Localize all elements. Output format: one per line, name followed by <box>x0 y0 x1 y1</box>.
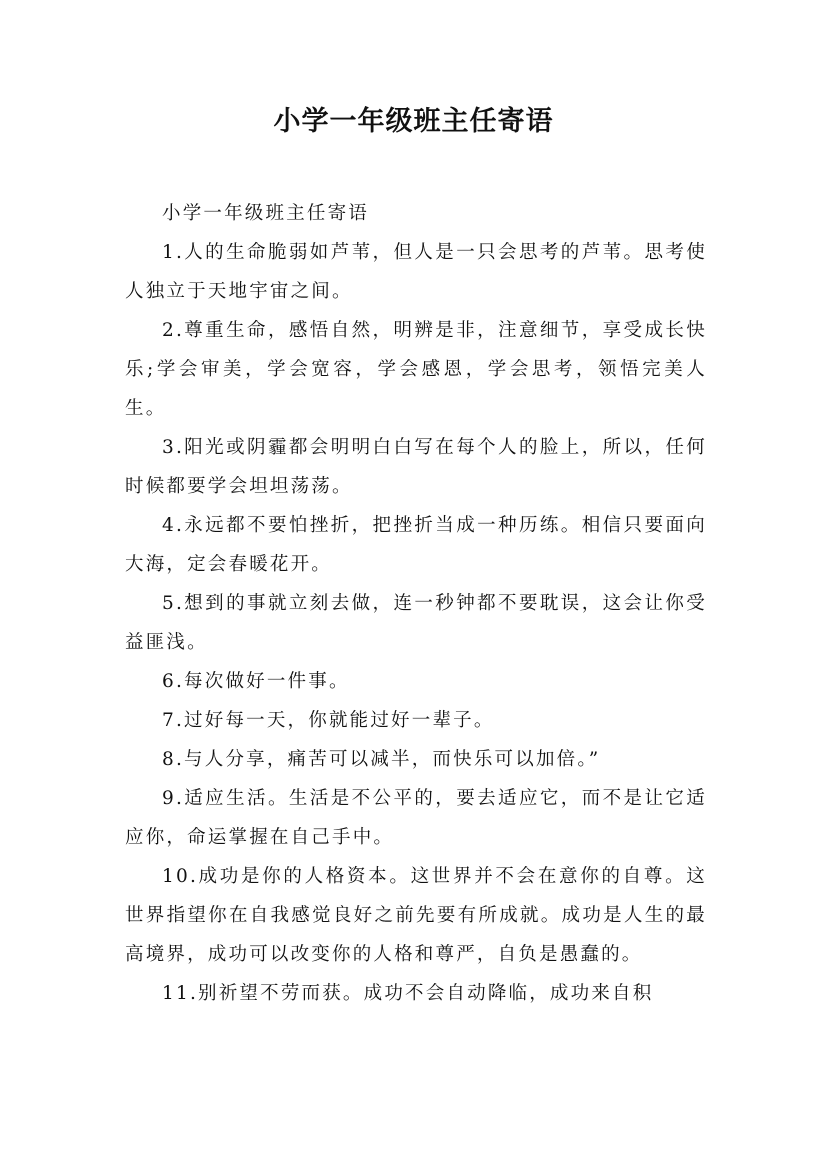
document-body <box>125 194 707 1013</box>
document-title: 小学一年级班主任寄语 <box>273 106 554 137</box>
paragraph-item-1: 1.人的生命脆弱如芦苇，但人是一只会思考的芦苇。思考使人独立于天地宇宙之间。 <box>125 242 707 302</box>
paragraph-item-8: 8.与人分享，痛苦可以减半，而快乐可以加倍。” <box>162 749 601 770</box>
paragraph-item-4: 4.永远都不要怕挫折，把挫折当成一种历练。相信只要面向大海，定会春暖花开。 <box>125 515 707 575</box>
paragraph-item-5: 5.想到的事就立刻去做，连一秒钟都不要耽误，这会让你受益匪浅。 <box>125 593 707 653</box>
paragraph-item-9: 9.适应生活。生活是不公平的，要去适应它，而不是让它适应你，命运掌握在自己手中。 <box>125 788 707 848</box>
paragraph-heading: 小学一年级班主任寄语 <box>162 203 370 224</box>
paragraph-item-10: 10.成功是你的人格资本。这世界并不会在意你的自尊。这世界指望你在自我感觉良好之前先要有所成就。成功是人生的最高境界，成功可以改变你的人格和尊严，自负是愚蠢的。 <box>125 866 707 965</box>
paragraph-item-7: 7.过好每一天，你就能过好一辈子。 <box>162 710 495 731</box>
paragraph-item-6: 6.每次做好一件事。 <box>162 671 350 692</box>
paragraph-item-2: 2.尊重生命，感悟自然，明辨是非，注意细节，享受成长快乐;学会审美，学会宽容，学会感恩，学会思考，领悟完美人生。 <box>125 320 707 419</box>
paragraph-item-11: 11.别祈望不劳而获。成功不会自动降临，成功来自积 <box>162 983 654 1004</box>
paragraph-item-3: 3.阳光或阴霾都会明明白白写在每个人的脸上，所以，任何时候都要学会坦坦荡荡。 <box>125 437 707 497</box>
